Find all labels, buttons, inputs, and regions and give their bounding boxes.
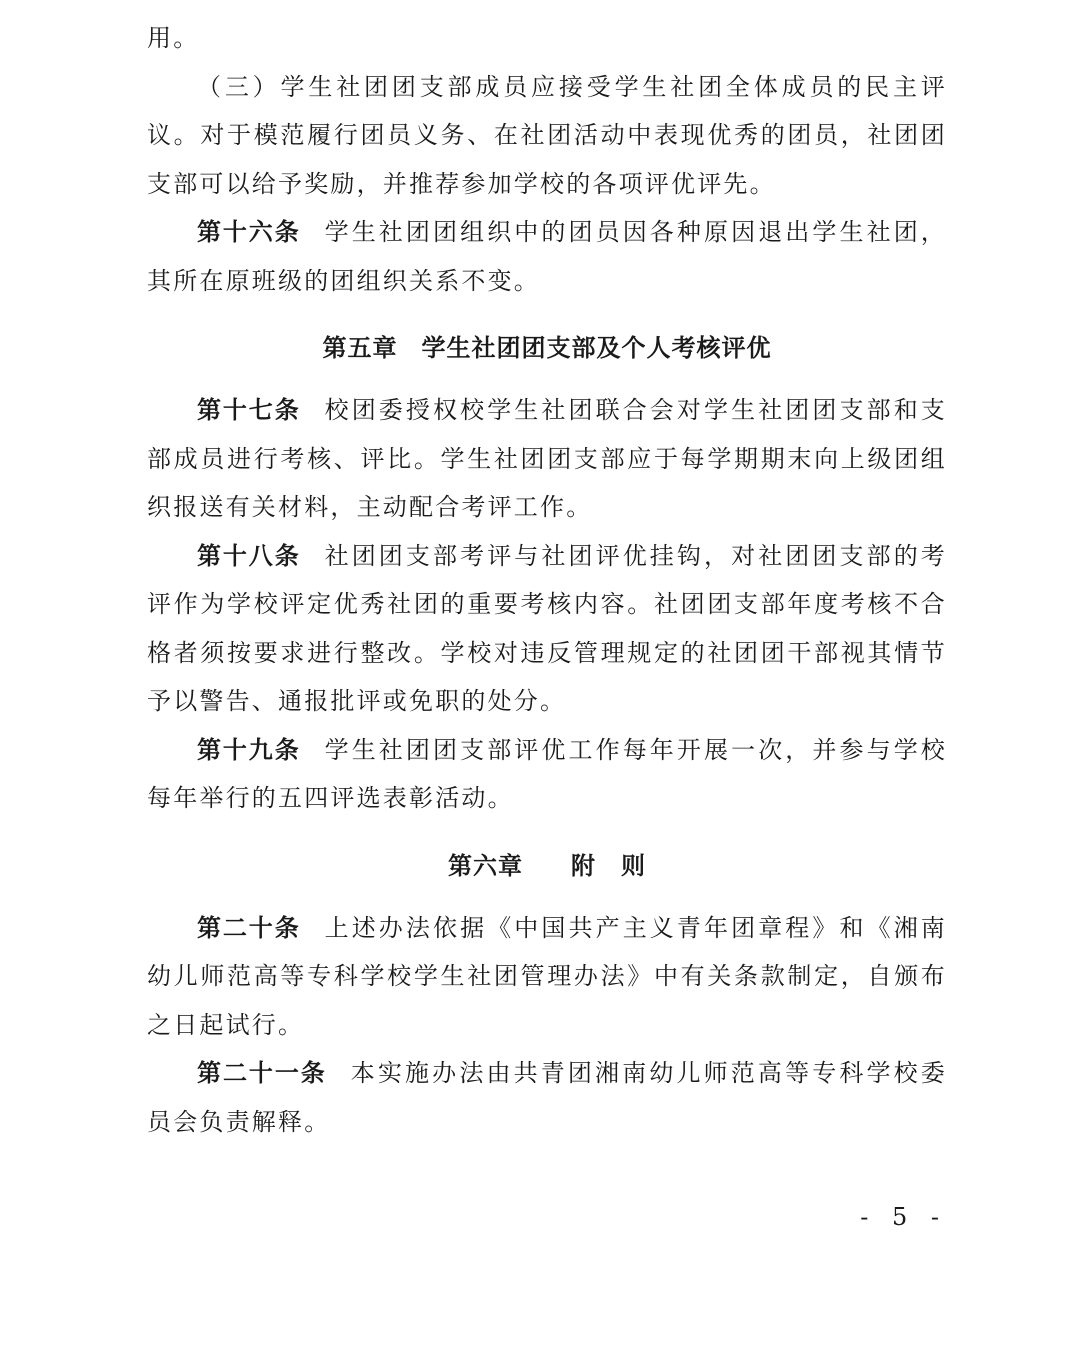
chapter-5-title: 学生社团团支部及个人考核评优	[421, 334, 772, 362]
document-page	[147, 14, 947, 1146]
article-20-text: 上述办法依据《中国共产主义青年团章程》和《湘南幼儿师范高等专科学校学生社团管理办法》中有关条款制定，自颁布之日起试行。	[147, 913, 947, 1039]
continuation-text: 用。	[147, 24, 200, 52]
article-21-text: 本实施办法由共青团湘南幼儿师范高等专科学校委员会负责解释。	[147, 1059, 947, 1136]
chapter-6-heading	[147, 842, 947, 890]
article-20	[147, 904, 947, 1050]
article-16-text: 学生社团团组织中的团员因各种原因退出学生社团，其所在原班级的团组织关系不变。	[147, 218, 947, 295]
article-21	[147, 1049, 947, 1146]
chapter-6-number: 第六章	[448, 851, 523, 880]
chapter-5-number: 第五章	[322, 334, 398, 362]
article-16	[147, 208, 947, 305]
article-18-text: 社团团支部考评与社团评优挂钩，对社团团支部的考评作为学校评定优秀社团的重要考核内容。社团团支部年度考核不合格者须按要求进行整改。学校对违反管理规定的社团团干部视其情节予以警告、通报批评或免职的处分。	[147, 541, 947, 715]
chapter-6-title: 附 则	[571, 851, 646, 880]
article-19-label: 第十九条	[197, 735, 301, 764]
article-21-label: 第二十一条	[197, 1059, 327, 1087]
article-19	[147, 726, 947, 823]
article-18	[147, 532, 947, 726]
chapter-5-heading	[147, 324, 947, 372]
article-19-text: 学生社团团支部评优工作每年开展一次，并参与学校每年举行的五四评选表彰活动。	[147, 735, 947, 812]
article-17-text: 校团委授权校学生社团联合会对学生社团团支部和支部成员进行考核、评比。学生社团团支部应于每学期期末向上级团组织报送有关材料，主动配合考评工作。	[147, 396, 947, 521]
page-number: - 5 -	[860, 1203, 947, 1231]
article-20-label: 第二十条	[197, 913, 301, 942]
article-16-label: 第十六条	[197, 218, 301, 246]
article-17	[147, 386, 947, 532]
article-17-label: 第十七条	[197, 396, 301, 424]
item-3-paragraph: （三）学生社团团支部成员应接受学生社团全体成员的民主评议。对于模范履行团员义务、在社团活动中表现优秀的团员，社团团支部可以给予奖励，并推荐参加学校的各项评优评先。	[147, 72, 947, 198]
article-18-label: 第十八条	[197, 541, 301, 570]
